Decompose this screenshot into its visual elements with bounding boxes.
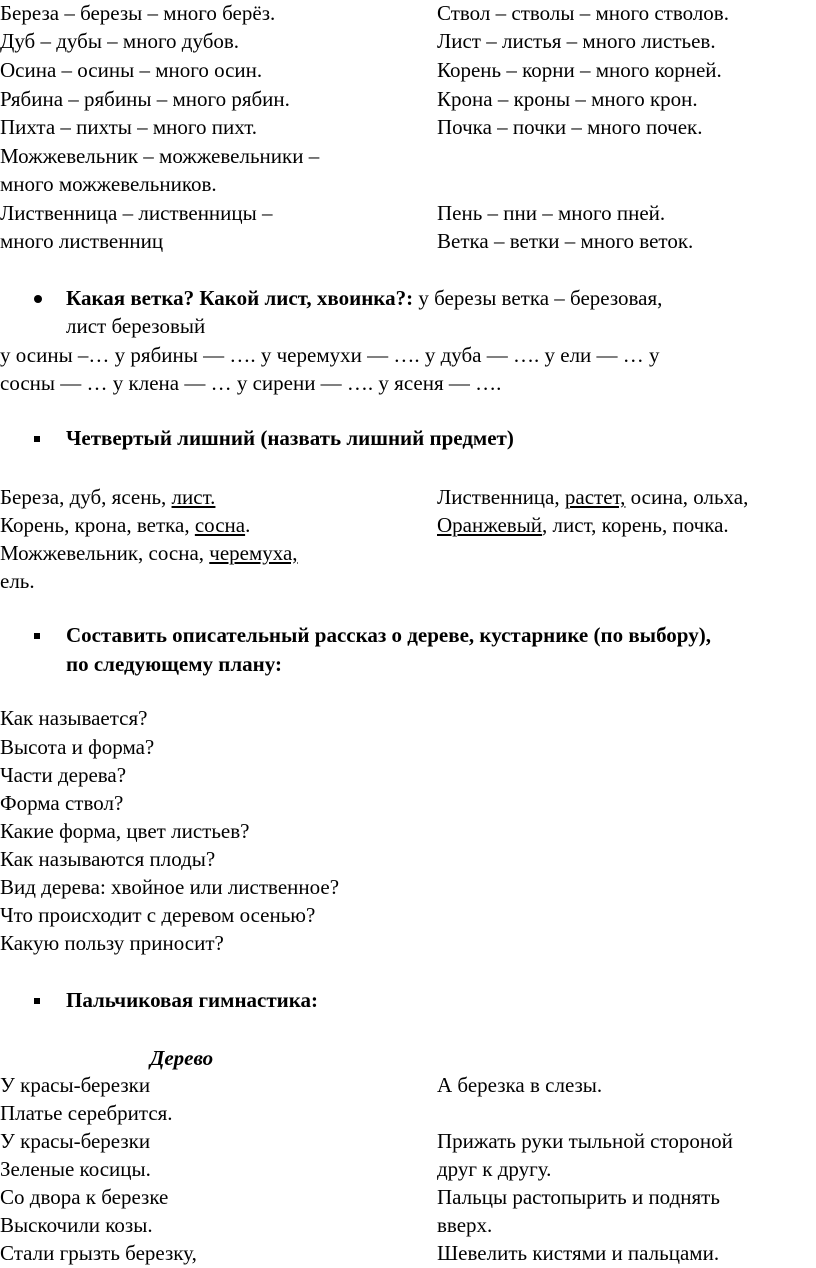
instruction-line: друг к другу. (437, 1157, 552, 1181)
plural-line: Осина – осины – много осин. (0, 58, 263, 82)
branch-task-line: сосны — … у клена — … у сирени — …. у ясеня — …. (0, 371, 502, 395)
odd-one-heading: Четвертый лишний (назвать лишний предмет) (66, 426, 514, 450)
poem-line: У красы-березки (0, 1129, 151, 1153)
odd-one-words: Можжевельник, сосна, (0, 541, 210, 565)
plural-line: Можжевельник – можжевельники – (0, 144, 320, 168)
plural-line: Пень – пни – много пней. (437, 201, 666, 225)
plural-line: много лиственниц (0, 229, 164, 253)
instruction-line: Прижать руки тыльной стороной (437, 1129, 733, 1153)
plural-line: Рябина – рябины – много рябин. (0, 87, 290, 111)
plural-line: Ствол – стволы – много стволов. (437, 1, 729, 25)
plural-line: Ветка – ветки – много веток. (437, 229, 694, 253)
odd-one-words: . (245, 513, 251, 537)
branch-task-example: у березы ветка – березовая, (413, 286, 663, 310)
bullet-square-icon (34, 633, 40, 639)
branch-task-line: у осины –… у рябины — …. у черемухи — …. у дуба — …. у ели — … у (0, 343, 660, 367)
odd-one-row (0, 484, 215, 511)
story-heading: по следующему плану: (66, 652, 282, 676)
finger-heading: Пальчиковая гимнастика: (66, 988, 319, 1012)
branch-task-heading-line (66, 285, 662, 312)
poem-line: Стали грызть березку, (0, 1241, 197, 1265)
instruction-line: Шевелить кистями и пальцами. (437, 1241, 720, 1265)
poem-line: Платье серебрится. (0, 1101, 173, 1125)
instruction-line: А березка в слезы. (437, 1073, 603, 1097)
plural-line: Дуб – дубы – много дубов. (0, 29, 240, 53)
story-question: Части дерева? (0, 763, 127, 787)
plural-line: Почка – почки – много почек. (437, 115, 703, 139)
story-question: Как называется? (0, 706, 148, 730)
odd-one-answer: Оранжевый (437, 513, 543, 537)
odd-one-words: Лиственница, (437, 485, 565, 509)
odd-one-row: ель. (0, 569, 35, 593)
instruction-line: Пальцы растопырить и поднять (437, 1185, 720, 1209)
branch-task-heading: Какая ветка? Какой лист, хвоинка?: (66, 286, 414, 310)
plural-line: Корень – корни – много корней. (437, 58, 722, 82)
poem-line: Со двора к березке (0, 1185, 169, 1209)
odd-one-words: , лист, корень, почка. (542, 513, 729, 537)
poem-line: У красы-березки (0, 1073, 151, 1097)
story-question: Форма ствол? (0, 791, 124, 815)
story-question: Какую пользу приносит? (0, 931, 224, 955)
plural-line: Лист – листья – много листьев. (437, 29, 716, 53)
odd-one-row (0, 512, 250, 539)
odd-one-words: Береза, дуб, ясень, (0, 485, 172, 509)
story-question: Какие форма, цвет листьев? (0, 819, 250, 843)
odd-one-row (437, 512, 729, 539)
plural-line: Пихта – пихты – много пихт. (0, 115, 258, 139)
odd-one-row (437, 484, 748, 511)
plural-line: Береза – березы – много берёз. (0, 1, 276, 25)
plural-line: Крона – кроны – много крон. (437, 87, 698, 111)
odd-one-answer: черемуха, (209, 541, 298, 565)
story-question: Высота и форма? (0, 735, 155, 759)
poem-line: Выскочили козы. (0, 1213, 153, 1237)
odd-one-answer: лист. (171, 485, 216, 509)
bullet-square-icon (34, 998, 40, 1004)
odd-one-words: Корень, крона, ветка, (0, 513, 195, 537)
instruction-line: вверх. (437, 1213, 493, 1237)
odd-one-answer: сосна (194, 513, 246, 537)
odd-one-words: осина, ольха, (625, 485, 749, 509)
odd-one-row (0, 540, 298, 567)
story-question: Как называются плоды? (0, 847, 216, 871)
poem-title: Дерево (150, 1046, 214, 1070)
poem-line: Зеленые косицы. (0, 1157, 151, 1181)
bullet-dot-icon (34, 295, 42, 303)
branch-task-example-2: лист березовый (66, 314, 206, 338)
odd-one-answer: растет, (564, 485, 626, 509)
plural-line: много можжевельников. (0, 172, 217, 196)
plural-line: Лиственница – лиственницы – (0, 201, 273, 225)
story-question: Что происходит с деревом осенью? (0, 903, 316, 927)
story-question: Вид дерева: хвойное или лиственное? (0, 875, 340, 899)
bullet-square-icon (34, 436, 40, 442)
story-heading: Составить описательный рассказ о дереве, кустарнике (по выбору), (66, 623, 711, 647)
